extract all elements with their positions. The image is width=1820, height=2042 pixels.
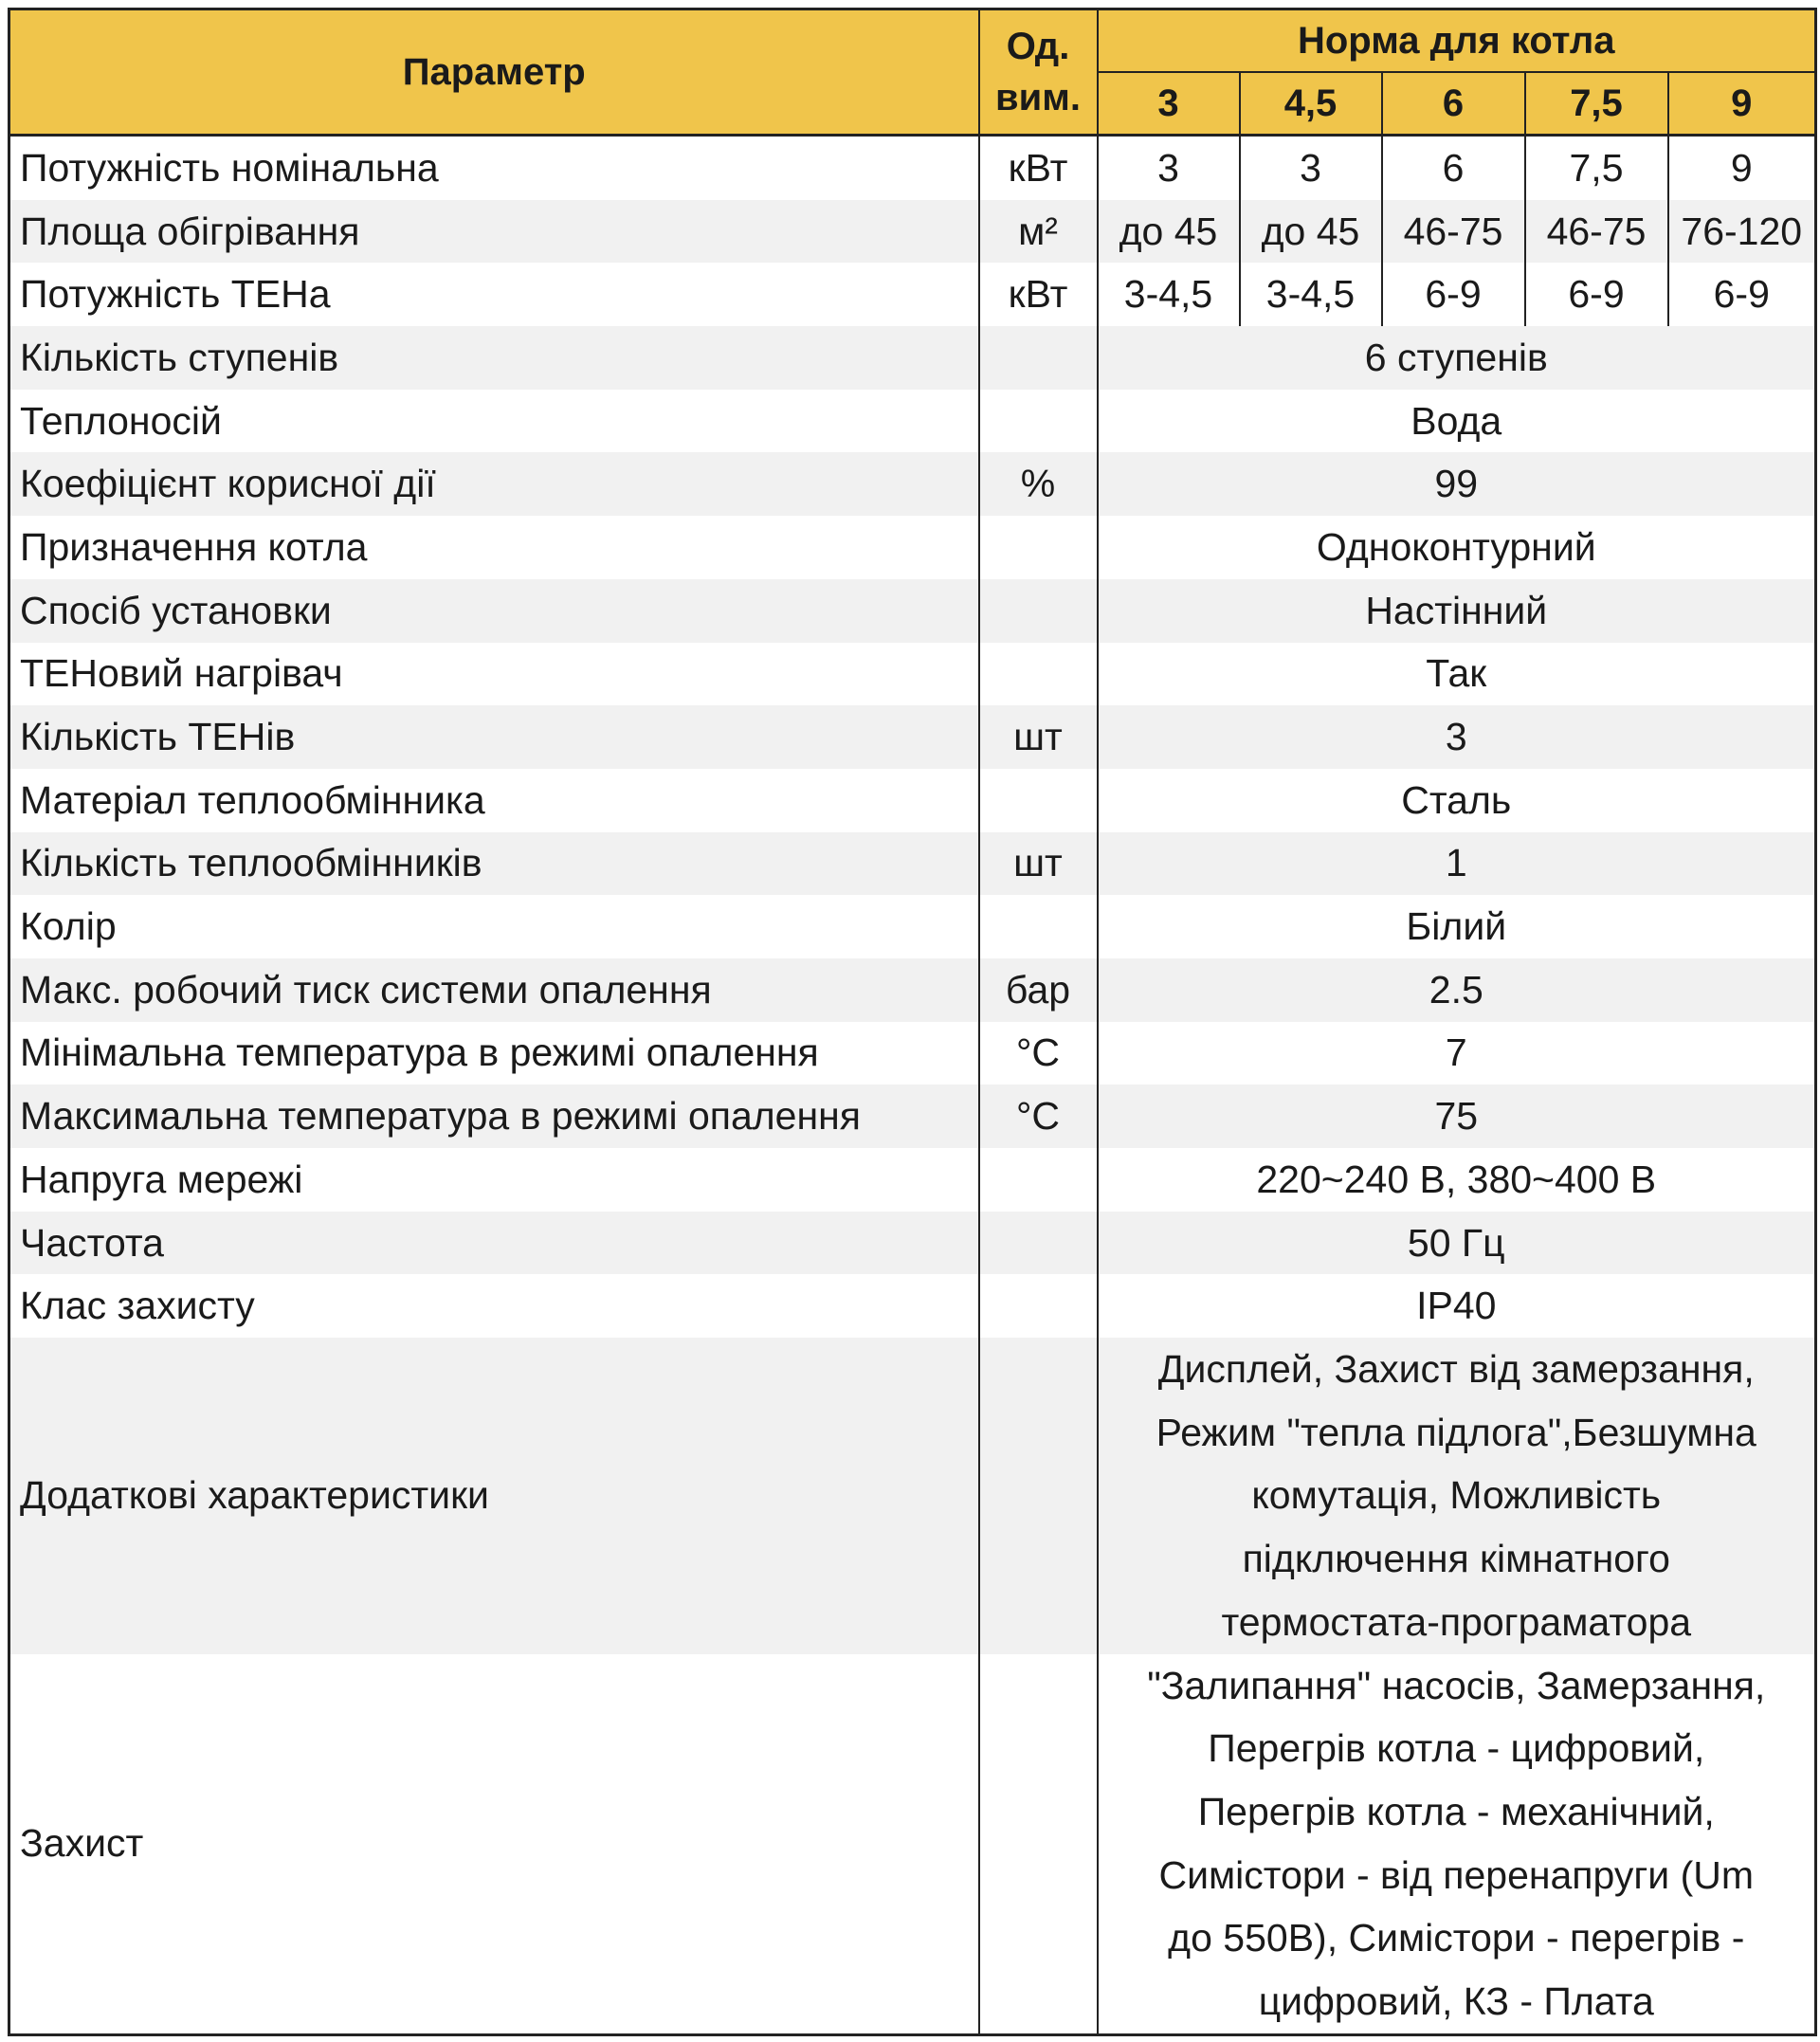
unit-cell [979,390,1098,453]
table-header [9,9,1816,136]
value-cell: 3 [1098,136,1240,200]
value-line: Перегрів котла - цифровий, [1208,1726,1705,1771]
value-cell-merged: Сталь [1098,769,1816,832]
value-cell: 76-120 [1668,200,1816,264]
unit-cell: кВт [979,263,1098,326]
param-cell: Матеріал теплообмінника [9,769,979,832]
value-cell-merged: Настінний [1098,579,1816,643]
table-row [9,1148,1816,1212]
param-cell: Кількість ТЕНів [9,705,979,769]
value-cell: 3-4,5 [1098,263,1240,326]
unit-cell [979,326,1098,390]
unit-cell: шт [979,705,1098,769]
value-cell: 6-9 [1525,263,1668,326]
unit-cell [979,1274,1098,1338]
param-cell: Додаткові характеристики [9,1338,979,1654]
unit-cell: бар [979,958,1098,1022]
header-norm: Норма для котла [1098,9,1816,73]
unit-cell [979,1148,1098,1212]
value-cell-merged [1098,1654,1816,2035]
param-cell: Колір [9,895,979,958]
unit-cell [979,769,1098,832]
param-cell: Потужність ТЕНа [9,263,979,326]
param-cell: Мінімальна температура в режимі опалення [9,1022,979,1085]
value-cell: 3-4,5 [1240,263,1382,326]
unit-cell: кВт [979,136,1098,200]
table-row [9,200,1816,264]
value-cell: 46-75 [1525,200,1668,264]
table-row [9,452,1816,516]
unit-cell: шт [979,832,1098,896]
unit-cell: °С [979,1022,1098,1085]
specs-table [8,8,1817,2036]
header-model: 6 [1382,72,1525,136]
value-line: комутація, Можливість [1251,1473,1662,1518]
value-cell-merged: 2.5 [1098,958,1816,1022]
param-cell: Потужність номінальна [9,136,979,200]
value-cell-merged: 7 [1098,1022,1816,1085]
unit-cell [979,643,1098,706]
value-line: Симістори - від перенапруги (Um [1158,1852,1755,1897]
table-row [9,1338,1816,1654]
table-row [9,1654,1816,2035]
table-row [9,705,1816,769]
unit-cell: м² [979,200,1098,264]
param-cell: Частота [9,1212,979,1275]
value-line: до 550В), Симістори - перегрів - [1168,1916,1745,1960]
value-cell-merged: Одноконтурний [1098,516,1816,579]
unit-cell [979,1212,1098,1275]
param-cell: Захист [9,1654,979,2035]
header-model: 4,5 [1240,72,1382,136]
param-cell: Площа обігрівання [9,200,979,264]
value-cell-merged: 50 Гц [1098,1212,1816,1275]
value-cell: 6-9 [1382,263,1525,326]
table-row [9,832,1816,896]
header-unit: Од. вим. [979,9,1098,136]
table-row [9,1022,1816,1085]
value-cell-merged: 220~240 В, 380~400 В [1098,1148,1816,1212]
table-row [9,1085,1816,1148]
table-row [9,643,1816,706]
value-cell-merged: IP40 [1098,1274,1816,1338]
value-line: підключення кімнатного [1242,1537,1670,1581]
value-cell: 46-75 [1382,200,1525,264]
value-cell-merged [1098,1338,1816,1654]
table-row [9,1212,1816,1275]
value-cell: 6 [1382,136,1525,200]
unit-cell [979,895,1098,958]
value-cell-merged: 6 ступенів [1098,326,1816,390]
table-row [9,263,1816,326]
table-body [9,136,1816,2035]
param-cell: Кількість теплообмінників [9,832,979,896]
table-row [9,390,1816,453]
unit-cell: °С [979,1085,1098,1148]
value-cell-merged: Вода [1098,390,1816,453]
param-cell: Теплоносій [9,390,979,453]
value-cell: до 45 [1240,200,1382,264]
param-cell: ТЕНовий нагрівач [9,643,979,706]
header-model: 3 [1098,72,1240,136]
value-cell-merged: 3 [1098,705,1816,769]
param-cell: Коефіцієнт корисної дії [9,452,979,516]
value-cell: 9 [1668,136,1816,200]
table-row [9,579,1816,643]
table-row [9,326,1816,390]
value-line: Перегрів котла - механічний, [1197,1789,1715,1833]
value-cell: до 45 [1098,200,1240,264]
table-row [9,958,1816,1022]
value-cell-merged: 1 [1098,832,1816,896]
table-row [9,769,1816,832]
value-cell: 7,5 [1525,136,1668,200]
value-cell-merged: Так [1098,643,1816,706]
param-cell: Спосіб установки [9,579,979,643]
header-model: 7,5 [1525,72,1668,136]
unit-cell [979,516,1098,579]
header-model: 9 [1668,72,1816,136]
table-row [9,1274,1816,1338]
unit-cell [979,1338,1098,1654]
value-line: "Залипання" насосів, Замерзання, [1147,1663,1766,1707]
param-cell: Призначення котла [9,516,979,579]
value-line: Дисплей, Захист від замерзання, [1157,1347,1755,1392]
param-cell: Напруга мережі [9,1148,979,1212]
value-cell-merged: 75 [1098,1085,1816,1148]
value-line: цифровий, КЗ - Плата [1258,1979,1654,2024]
param-cell: Макс. робочий тиск системи опалення [9,958,979,1022]
unit-cell [979,579,1098,643]
header-parameter: Параметр [9,9,979,136]
table-row [9,516,1816,579]
param-cell: Максимальна температура в режимі опалення [9,1085,979,1148]
table-row [9,895,1816,958]
table-row [9,136,1816,200]
unit-cell [979,1654,1098,2035]
unit-cell: % [979,452,1098,516]
value-cell-merged: Білий [1098,895,1816,958]
value-line: Режим "тепла підлога",Безшумна [1156,1410,1756,1454]
value-cell: 3 [1240,136,1382,200]
value-line: термостата-програматора [1221,1599,1692,1644]
value-cell: 6-9 [1668,263,1816,326]
param-cell: Кількість ступенів [9,326,979,390]
value-cell-merged: 99 [1098,452,1816,516]
param-cell: Клас захисту [9,1274,979,1338]
